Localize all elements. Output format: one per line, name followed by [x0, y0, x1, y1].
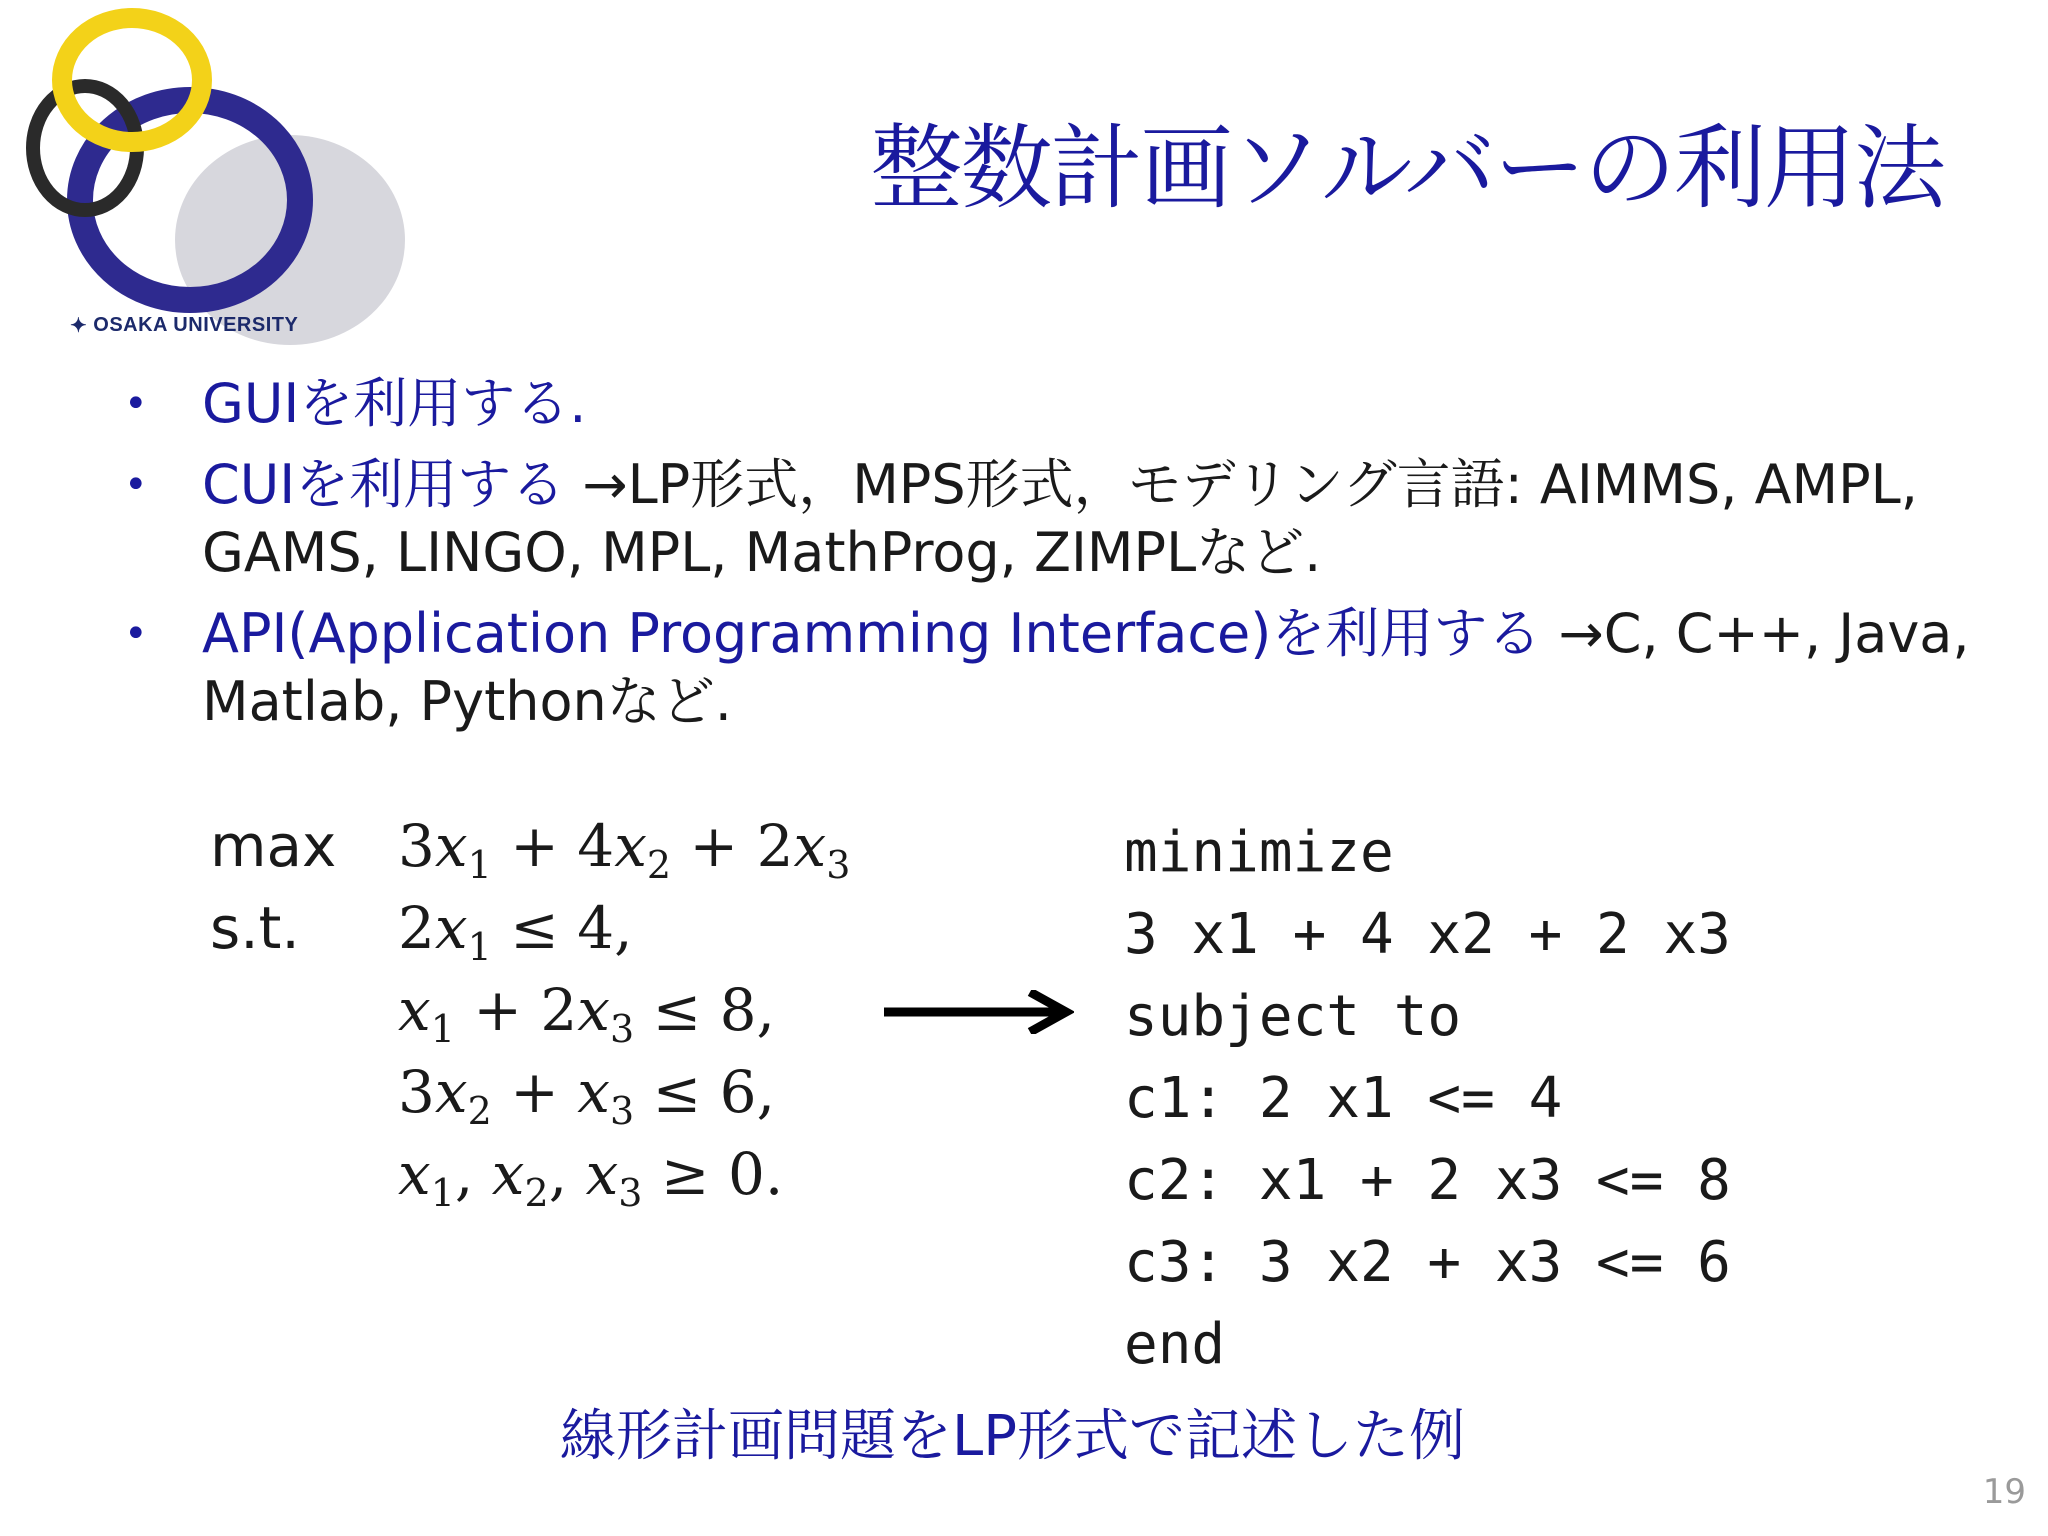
bullet-text-blue: GUIを利用する.	[202, 372, 587, 435]
code-line: subject to	[1124, 984, 1462, 1049]
logo-wordmark: ✦ OSAKA UNIVERSITY	[70, 314, 299, 337]
bullet-icon: •	[124, 381, 148, 427]
bullet-item	[120, 451, 1980, 587]
slide-title: 整数計画ソルバーの利用法	[870, 115, 1944, 222]
code-line: 3 x1 + 4 x2 + 2 x3	[1124, 902, 1731, 967]
constraint-nonneg: $x_1$, $x_2$, $x_3 \ge 0$.	[398, 1140, 784, 1215]
constraint-2: $x_1 + 2x_3 \le 8$,	[398, 976, 775, 1051]
bullet-item	[120, 600, 1980, 736]
code-line: c2: x1 + 2 x3 <= 8	[1124, 1148, 1731, 1213]
bullet-icon: •	[124, 611, 148, 657]
bullet-text-blue: API(Application Programming Interface)を利用する	[202, 602, 1542, 665]
page-number: 19	[1982, 1472, 2026, 1512]
university-icon: ✦	[70, 315, 88, 337]
constraint-1: $2x_1 \le 4$,	[398, 894, 633, 969]
code-line: end	[1124, 1312, 1226, 1377]
figure-caption: 線形計画問題をLP形式で記述した例	[560, 1404, 1465, 1469]
code-line: minimize	[1124, 820, 1394, 885]
code-line: c3: 3 x2 + x3 <= 6	[1124, 1230, 1731, 1295]
bullet-list	[120, 370, 1980, 749]
st-label: s.t.	[210, 894, 300, 962]
bullet-text: →C, C++, Java, Matlab, Pythonなど.	[202, 602, 1970, 733]
code-line: c1: 2 x1 <= 4	[1124, 1066, 1563, 1131]
bullet-text: →LP形式，MPS形式，モデリング言語: AIMMS, AMPL, GAMS, LINGO, MPL, MathProg, ZIMPLなど.	[202, 453, 1918, 584]
constraint-3: $3x_2 + x_3 \le 6$,	[398, 1058, 776, 1133]
lp-format-code	[1124, 812, 1731, 1386]
max-label: max	[210, 812, 337, 880]
bullet-icon: •	[124, 462, 148, 508]
bullet-item	[120, 370, 1980, 438]
bullet-text-blue: CUIを利用する	[202, 453, 566, 516]
objective-expression: $3x_1 + 4x_2 + 2x_3$	[398, 812, 851, 887]
right-arrow-icon	[884, 990, 1074, 1034]
osaka-university-logo	[0, 0, 420, 360]
